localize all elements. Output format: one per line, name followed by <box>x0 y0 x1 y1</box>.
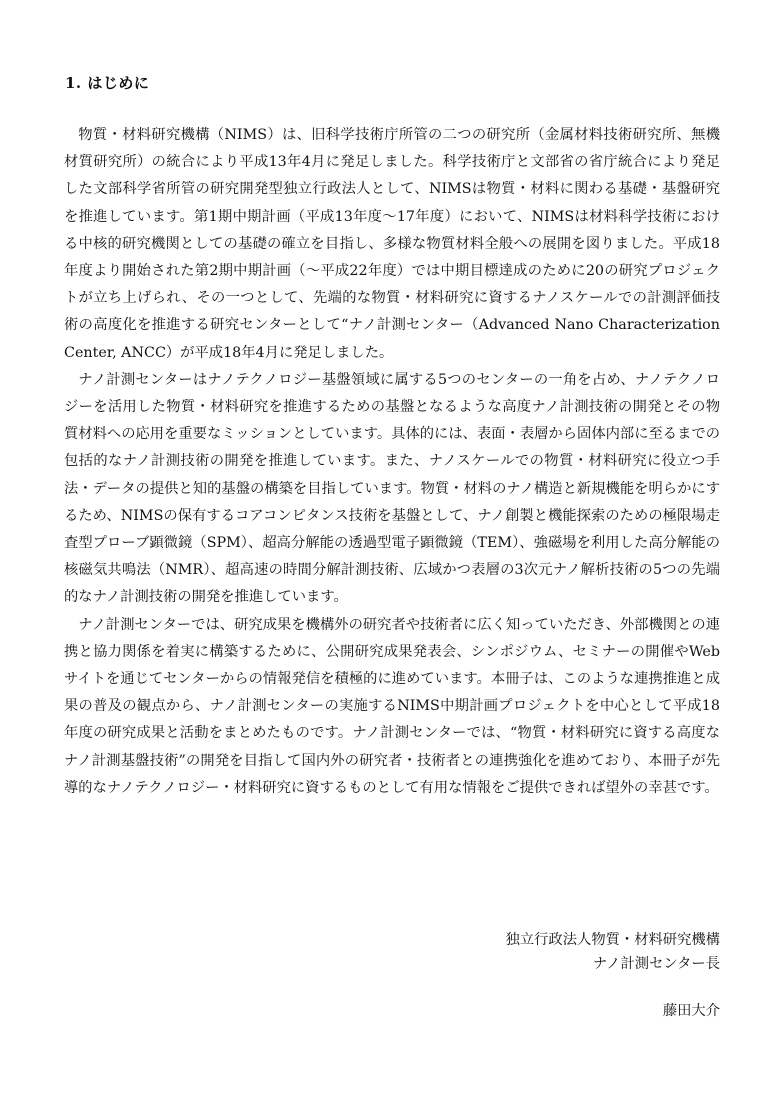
paragraph-1: 物質・材料研究機構（NIMS）は、旧科学技術庁所管の二つの研究所（金属材料技術研究所、無機材質研究所）の統合により平成13年4月に発足しました。科学技術庁と文部省の省庁統合により発足した文部科学省所管の研究開発型独立行政法人として、NIMSは物質・材料に関わる基礎・基盤研究を推進しています。第1期中期計画（平成13年度〜17年度）において、NIMSは材料科学技術における中核的研究機関としての基礎の確立を目指し、多様な物質材料全般への展開を図りました。平成18年度より開始された第2期中期計画（〜平成22年度）では中期目標達成のために20の研究プロジェクトが立ち上げられ、その一つとして、先端的な物質・材料研究に資するナノスケールでの計測評価技術の高度化を推進する研究センターとして“ナノ計測センター（Advanced Nano Characterization Center, ANCC）が平成18年4月に発足しました。 <box>64 127 720 361</box>
paragraph-3: ナノ計測センターでは、研究成果を機構外の研究者や技術者に広く知っていただき、外部機関との連携と協力関係を着実に構築するために、公開研究成果発表会、シンポジウム、セミナーの開催やWebサイトを通じてセンターからの情報発信を積極的に進めています。本冊子は、このような連携推進と成果の普及の観点から、ナノ計測センターの実施するNIMS中期計画プロジェクトを中心として平成18年度の研究成果と活動をまとめたものです。ナノ計測センターでは、“物質・材料研究に資する高度なナノ計測基盤技術”の開発を目指して国内外の研究者・技術者との連携強化を進めており、本冊子が先導的なナノテクノロジー・材料研究に資するものとして有用な情報をご提供できれば望外の幸甚です。 <box>64 616 720 796</box>
signature-name: 藤田大介 <box>662 1003 720 1019</box>
body-text <box>64 122 720 802</box>
paragraph-2: ナノ計測センターはナノテクノロジー基盤領域に属する5つのセンターの一角を占め、ナノテクノロジーを活用した物質・材料研究を推進するための基盤となるような高度ナノ計測技術の開発とその物質材料への応用を重要なミッションとしています。具体的には、表面・表層から固体内部に至るまでの包括的なナノ計測技術の開発を推進しています。また、ナノスケールでの物質・材料研究に役立つ手法・データの提供と知的基盤の構築を目指しています。物質・材料のナノ構造と新規機能を明らかにするため、NIMSの保有するコアコンピタンス技術を基盤として、ナノ創製と機能探索のための極限場走査型プローブ顕微鏡（SPM）、超高分解能の透過型電子顕微鏡（TEM）、強磁場を利用した高分解能の核磁気共鳴法（NMR）、超高速の時間分解計測技術、広域かつ表層の3次元ナノ解析技術の5つの先端的なナノ計測技術の開発を推進しています。 <box>64 371 720 606</box>
signature-block <box>506 928 720 1023</box>
section-heading: 1. はじめに <box>65 74 150 92</box>
signature-organization: 独立行政法人物質・材料研究機構 <box>505 932 720 948</box>
signature-position: ナノ計測センター長 <box>592 956 720 972</box>
